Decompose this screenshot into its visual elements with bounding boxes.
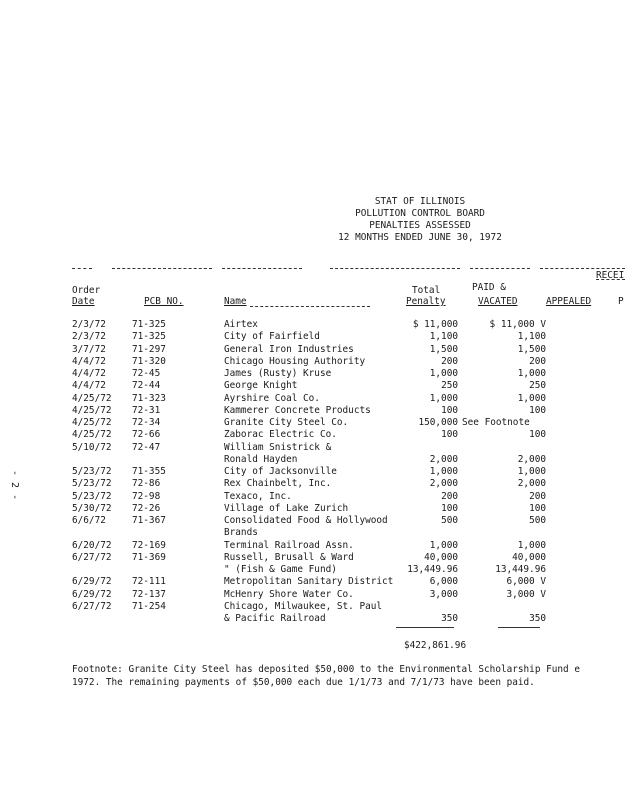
- name-col-rule: [250, 306, 370, 307]
- total-penalty: 150,000: [418, 417, 458, 428]
- paid-vacated: 3,000 V: [506, 588, 546, 600]
- total-penalty: 1,000: [429, 466, 458, 477]
- total-penalty: 1,000: [429, 392, 458, 404]
- col-total-label: Total: [412, 285, 441, 296]
- respondent-name: Metropolitan Sanitary District: [224, 576, 394, 588]
- order-date: 6/6/72: [72, 515, 106, 526]
- pcb-number: 72-137: [132, 588, 166, 600]
- order-date: 4/25/72: [72, 417, 112, 428]
- table-row: [0, 429, 625, 441]
- total-penalty-value: $422,861.96: [404, 640, 467, 651]
- paid-vacated: See Footnote: [462, 417, 530, 428]
- pcb-number: 72-45: [132, 368, 161, 379]
- footnote-line-2: 1972. The remaining payments of $50,000 each due 1/1/73 and 7/1/73 have been paid.: [72, 677, 535, 688]
- paid-vacated: 250: [529, 380, 546, 392]
- order-date: 2/3/72: [72, 319, 106, 330]
- total-penalty: 1,500: [429, 343, 458, 355]
- order-date: 5/10/72: [72, 441, 112, 453]
- paid-total-rule: [498, 627, 540, 628]
- total-penalty: 100: [441, 404, 458, 416]
- pcb-number: 72-31: [132, 404, 161, 416]
- table-row: [0, 576, 625, 588]
- table-row: [0, 393, 625, 405]
- paid-vacated: 2,000: [517, 478, 546, 490]
- total-penalty: 6,000: [429, 576, 458, 588]
- header-rule: [72, 268, 92, 269]
- table-row: [0, 601, 625, 613]
- paid-vacated: 1,000: [517, 368, 546, 379]
- pcb-number: 72-34: [132, 417, 161, 428]
- respondent-name: Texaco, Inc.: [224, 490, 292, 502]
- order-date: 5/23/72: [72, 490, 112, 502]
- table-row: [0, 356, 625, 368]
- total-penalty: 40,000: [424, 551, 458, 563]
- table-row: [0, 454, 625, 466]
- order-date: 6/29/72: [72, 588, 112, 600]
- table-row: [0, 466, 625, 478]
- order-date: 3/7/72: [72, 343, 106, 355]
- pcb-number: 72-111: [132, 576, 166, 588]
- respondent-name: " (Fish & Game Fund): [224, 564, 337, 575]
- penalty-total-rule: [396, 627, 454, 628]
- respondent-name: Granite City Steel Co.: [224, 417, 349, 428]
- order-date: 5/23/72: [72, 466, 112, 477]
- respondent-name: City of Fairfield: [224, 331, 320, 343]
- order-date: 6/29/72: [72, 576, 112, 588]
- total-penalty: $ 11,000: [412, 319, 458, 330]
- respondent-name: General Iron Industries: [224, 343, 354, 355]
- col-date-label: Date: [72, 296, 95, 307]
- table-row: [0, 613, 625, 625]
- order-date: 4/25/72: [72, 392, 112, 404]
- respondent-name: Airtex: [224, 319, 258, 330]
- table-row: [0, 442, 625, 454]
- page-number: - 2 -: [9, 470, 20, 501]
- table-row: [0, 417, 625, 429]
- pcb-number: 72-169: [132, 539, 166, 551]
- pcb-number: 71-367: [132, 515, 166, 526]
- paid-vacated: 1,500: [517, 343, 546, 355]
- total-penalty: 3,000: [429, 588, 458, 600]
- respondent-name: Village of Lake Zurich: [224, 502, 349, 514]
- order-date: 6/27/72: [72, 600, 112, 612]
- order-date: 6/27/72: [72, 551, 112, 563]
- col-p-label: P: [618, 296, 624, 307]
- table-row: [0, 344, 625, 356]
- pcb-number: 71-297: [132, 343, 166, 355]
- col-appealed-label: APPEALED: [546, 296, 592, 307]
- col-pcb-label: PCB NO.: [144, 296, 184, 307]
- respondent-name: Rex Chainbelt, Inc.: [224, 478, 332, 490]
- order-date: 4/25/72: [72, 404, 112, 416]
- respondent-name: William Snistrick &: [224, 441, 332, 453]
- receipts-label: RECEI: [596, 270, 625, 281]
- pcb-number: 71-325: [132, 319, 166, 330]
- title-penalties: PENALTIES ASSESSED: [369, 220, 471, 231]
- order-date: 4/25/72: [72, 429, 112, 441]
- table-row: [0, 319, 625, 331]
- table-row: [0, 405, 625, 417]
- title-board: POLLUTION CONTROL BOARD: [355, 208, 485, 219]
- pcb-number: 72-44: [132, 380, 161, 392]
- col-paid-label: PAID &: [472, 282, 506, 293]
- paid-vacated: 100: [529, 502, 546, 514]
- header-rule: [112, 268, 212, 269]
- table-row: [0, 527, 625, 539]
- pcb-number: 72-86: [132, 478, 161, 490]
- order-date: 4/4/72: [72, 380, 106, 392]
- respondent-name: Ayrshire Coal Co.: [224, 392, 320, 404]
- paid-vacated: 1,000: [517, 392, 546, 404]
- order-date: 5/30/72: [72, 502, 112, 514]
- header-rule: [330, 268, 460, 269]
- table-row: [0, 564, 625, 576]
- order-date: 6/20/72: [72, 539, 112, 551]
- title-state: STAT OF ILLINOIS: [374, 196, 466, 207]
- col-penalty-label: Penalty: [406, 296, 446, 307]
- col-name-label: Name: [224, 296, 247, 307]
- respondent-name: Chicago Housing Authority: [224, 355, 366, 367]
- table-row: [0, 589, 625, 601]
- respondent-name: McHenry Shore Water Co.: [224, 588, 354, 600]
- pcb-number: 72-47: [132, 441, 161, 453]
- table-row: [0, 478, 625, 490]
- total-penalty: 1,000: [429, 368, 458, 379]
- pcb-number: 72-26: [132, 502, 161, 514]
- pcb-number: 72-98: [132, 490, 161, 502]
- order-date: 5/23/72: [72, 478, 112, 490]
- col-vacated-label: VACATED: [478, 296, 518, 307]
- pcb-number: 71-369: [132, 551, 166, 563]
- respondent-name: Zaborac Electric Co.: [224, 429, 337, 441]
- table-row: [0, 515, 625, 527]
- pcb-number: 71-323: [132, 392, 166, 404]
- table-row: [0, 552, 625, 564]
- respondent-name: City of Jacksonville: [224, 466, 337, 477]
- respondent-name: Ronald Hayden: [224, 453, 298, 465]
- pcb-number: 71-254: [132, 600, 166, 612]
- paid-vacated: 40,000: [512, 551, 546, 563]
- total-penalty: 2,000: [429, 478, 458, 490]
- total-penalty: 2,000: [429, 453, 458, 465]
- table-row: [0, 503, 625, 515]
- pcb-number: 72-66: [132, 429, 161, 441]
- paid-vacated: 200: [529, 355, 546, 367]
- header-rule: [470, 268, 530, 269]
- respondent-name: & Pacific Railroad: [224, 613, 326, 624]
- respondent-name: Russell, Brusall & Ward: [224, 551, 354, 563]
- paid-vacated: $ 11,000 V: [489, 319, 546, 330]
- respondent-name: Chicago, Milwaukee, St. Paul: [224, 600, 383, 612]
- paid-vacated: 100: [529, 429, 546, 441]
- respondent-name: Kammerer Concrete Products: [224, 404, 371, 416]
- paid-vacated: 200: [529, 490, 546, 502]
- paid-vacated: 1,000: [517, 539, 546, 551]
- total-penalty: 100: [441, 502, 458, 514]
- total-penalty: 350: [441, 613, 458, 624]
- paid-vacated: 100: [529, 404, 546, 416]
- table-row: [0, 368, 625, 380]
- paid-vacated: 13,449.96: [495, 564, 546, 575]
- paid-vacated: 2,000: [517, 453, 546, 465]
- col-order-label: Order: [72, 285, 101, 296]
- pcb-number: 71-325: [132, 331, 166, 343]
- paid-vacated: 500: [529, 515, 546, 526]
- respondent-name: Brands: [224, 527, 258, 539]
- table-row: [0, 331, 625, 343]
- pcb-number: 71-320: [132, 355, 166, 367]
- total-penalty: 250: [441, 380, 458, 392]
- total-penalty: 100: [441, 429, 458, 441]
- pcb-number: 71-355: [132, 466, 166, 477]
- respondent-name: James (Rusty) Kruse: [224, 368, 332, 379]
- table-row: [0, 491, 625, 503]
- paid-vacated: 6,000 V: [506, 576, 546, 588]
- paid-vacated: 350: [529, 613, 546, 624]
- order-date: 2/3/72: [72, 331, 106, 343]
- total-penalty: 13,449.96: [407, 564, 458, 575]
- total-penalty: 1,000: [429, 539, 458, 551]
- order-date: 4/4/72: [72, 355, 106, 367]
- table-row: [0, 380, 625, 392]
- total-penalty: 1,100: [429, 331, 458, 343]
- respondent-name: Consolidated Food & Hollywood: [224, 515, 388, 526]
- footnote-line-1: Footnote: Granite City Steel has deposited $50,000 to the Environmental Scholarship Fund e: [72, 664, 580, 675]
- paid-vacated: 1,100: [517, 331, 546, 343]
- total-penalty: 500: [441, 515, 458, 526]
- total-penalty: 200: [441, 355, 458, 367]
- header-rule: [540, 268, 625, 269]
- paid-vacated: 1,000: [517, 466, 546, 477]
- respondent-name: Terminal Railroad Assn.: [224, 539, 354, 551]
- table-row: [0, 540, 625, 552]
- header-rule: [222, 268, 302, 269]
- total-penalty: 200: [441, 490, 458, 502]
- title-period: 12 MONTHS ENDED JUNE 30, 1972: [338, 232, 502, 243]
- respondent-name: George Knight: [224, 380, 298, 392]
- order-date: 4/4/72: [72, 368, 106, 379]
